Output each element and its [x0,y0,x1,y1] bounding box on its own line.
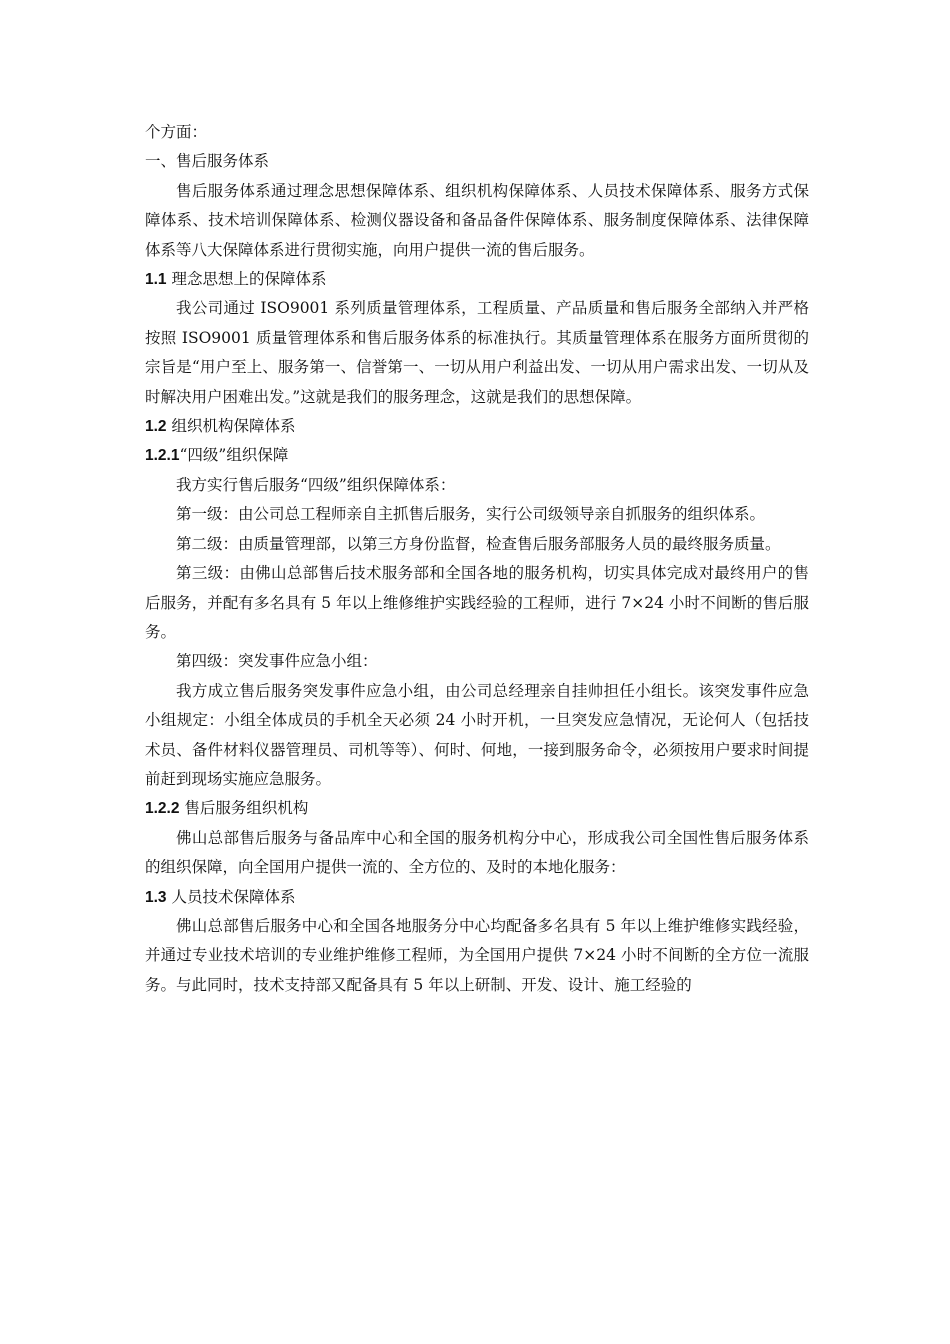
heading-text: “四级”组织保障 [179,446,289,465]
body-paragraph: 第四级：突发事件应急小组： [176,652,378,671]
body-paragraph: 售后服务体系通过理念思想保障体系、组织机构保障体系、人员技术保障体系、服务方式保障体系、技术培训保障体系、检测仪器设备和备品备件保障体系、服务制度保障体系、法律保障体系等八大保障体系进行贯彻实施，向用户提供一流的售后服务。 [145,181,809,259]
section-title: 一、售后服务体系 [145,152,270,171]
body-paragraph: 第一级：由公司总工程师亲自主抓售后服务，实行公司级领导亲自抓服务的组织体系。 [176,505,766,524]
heading-number: 1.1 [145,271,167,289]
heading-number: 1.3 [145,888,167,906]
body-paragraph: 我方成立售后服务突发事件应急小组，由公司总经理亲自挂帅担任小组长。该突发事件应急小组规定：小组全体成员的手机全天必须 24 小时开机，一旦突发应急情况，无论何人（包括技术员、备件材料仪器管理员、司机等等）、何时、何地，一接到服务命令，必须按用户要求时间提前赶到现场实施应急服务。 [145,681,809,788]
body-paragraph: 我方实行售后服务“四级”组织保障体系： [176,475,456,494]
heading-text: 人员技术保障体系 [171,887,296,906]
body-paragraph: 佛山总部售后服务与备品库中心和全国的服务机构分中心，形成我公司全国性售后服务体系的组织保障，向全国用户提供一流的、全方位的、及时的本地化服务： [145,828,809,877]
heading-text: 理念思想上的保障体系 [171,270,327,289]
body-paragraph: 第三级：由佛山总部售后技术服务部和全国各地的服务机构，切实具体完成对最终用户的售后服务，并配有多名具有 5 年以上维修维护实践经验的工程师，进行 7×24 小时不间断的售后服务。 [145,564,809,641]
subsection-heading-1-2 [145,412,809,441]
heading-number: 1.2.2 [145,800,180,818]
heading-text: 售后服务组织机构 [184,799,309,818]
document-page [145,118,809,1000]
heading-number: 1.2 [145,418,167,436]
subsection-heading-1-2-1 [145,441,809,470]
body-paragraph: 第二级：由质量管理部，以第三方身份监督，检查售后服务部服务人员的最终服务质量。 [176,534,781,553]
paragraph-continuation: 个方面： [145,123,208,141]
body-paragraph: 佛山总部售后服务中心和全国各地服务分中心均配备多名具有 5 年以上维护维修实践经验，并通过专业技术培训的专业维护维修工程师，为全国用户提供 7×24 小时不间断的全方位一流服务。与此同时，技术支持部又配备具有 5 年以上研制、开发、设计、施工经验的 [145,916,809,994]
body-paragraph: 我公司通过 ISO9001 系列质量管理体系，工程质量、产品质量和售后服务全部纳入并严格按照 ISO9001 质量管理体系和售后服务体系的标准执行。其质量管理体系在服务方面所贯彻的宗旨是“用户至上、服务第一、信誉第一、一切从用户利益出发、一切从用户需求出发、一切从及时解决用户困难出发。”这就是我们的服务理念，这就是我们的思想保障。 [145,299,809,406]
heading-number: 1.2.1 [145,447,180,465]
subsection-heading-1-2-2 [145,794,809,823]
subsection-heading-1-3 [145,883,809,912]
heading-text: 组织机构保障体系 [171,417,296,436]
subsection-heading-1-1 [145,265,809,294]
